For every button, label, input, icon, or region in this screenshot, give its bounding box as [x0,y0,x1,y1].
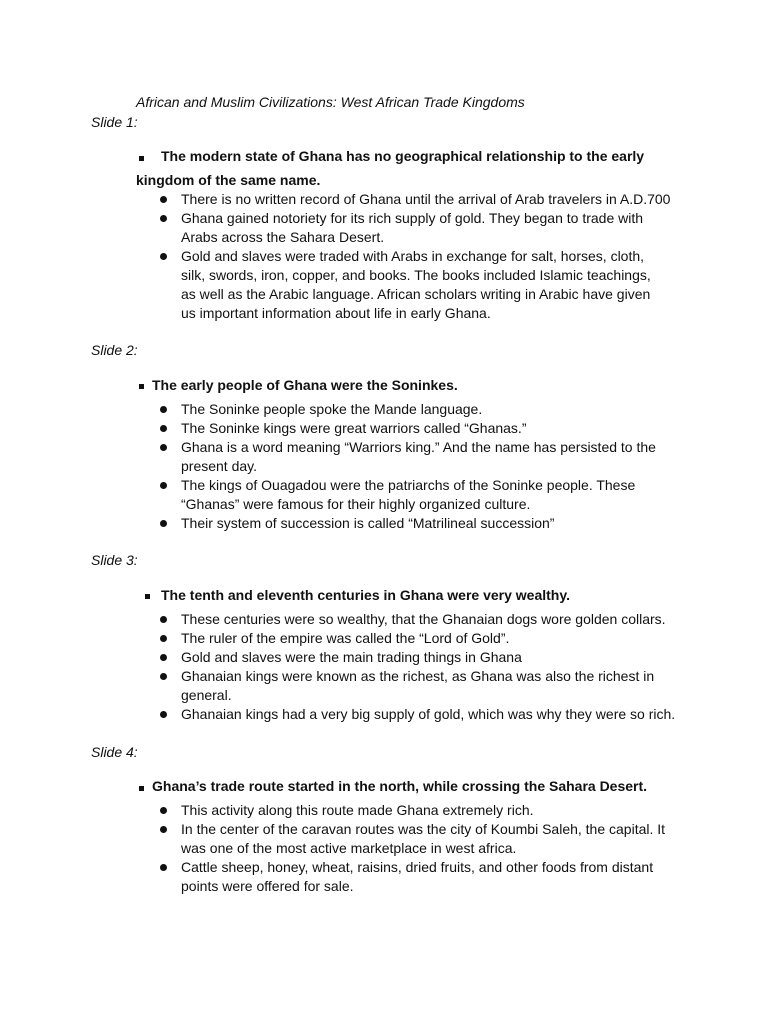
slide-3-heading: The tenth and eleventh centuries in Ghana were very wealthy. [161,587,570,603]
bullet-dot-icon [160,196,167,203]
list-item: There is no written record of Ghana until the arrival of Arab travelers in A.D.700 [160,190,680,209]
bullet-dot-icon [160,253,167,260]
bullet-dot-icon [160,520,167,527]
bullet-dot-icon [160,711,167,718]
list-item: The kings of Ouagadou were the patriarchs of the Soninke people. These “Ghanas” were famous for their highly organized culture. [160,476,651,514]
square-bullet-icon [139,786,144,791]
list-item: Their system of succession is called “Matrilineal succession” [160,514,680,533]
slide-1-heading-line1: The modern state of Ghana has no geographical relationship to the early [161,148,645,164]
bullet-dot-icon [160,826,167,833]
bullet-dot-icon [160,444,167,451]
slide-1-label: Slide 1: [91,114,138,130]
slide-4-heading: Ghana’s trade route started in the north, while crossing the Sahara Desert. [152,778,648,794]
bullet-dot-icon [160,635,167,642]
slide-4-bullet-list [160,801,680,896]
list-item: The Soninke kings were great warriors called “Ghanas.” [160,419,680,438]
square-bullet-icon [139,384,144,389]
list-item: This activity along this route made Ghana extremely rich. [160,801,680,820]
bullet-dot-icon [160,673,167,680]
list-item: Cattle sheep, honey, wheat, raisins, dried fruits, and other foods from distant points were offered for sale. [160,858,681,896]
bullet-dot-icon [160,616,167,623]
bullet-dot-icon [160,425,167,432]
slide-2-bullet-list [160,400,680,533]
bullet-dot-icon [160,406,167,413]
slide-1-bullet-list [160,190,680,323]
list-item: The Soninke people spoke the Mande language. [160,400,680,419]
bullet-dot-icon [160,215,167,222]
bullet-dot-icon [160,482,167,489]
slide-2-heading: The early people of Ghana were the Soninkes. [152,377,458,393]
document-title: African and Muslim Civilizations: West African Trade Kingdoms [136,94,525,110]
list-item: The ruler of the empire was called the “Lord of Gold”. [160,629,680,648]
slide-3-label: Slide 3: [91,552,138,568]
slide-2-label: Slide 2: [91,342,138,358]
list-item: Ghanaian kings had a very big supply of gold, which was why they were so rich. [160,705,680,724]
list-item: Ghana is a word meaning “Warriors king.” And the name has persisted to the present day. [160,438,681,476]
list-item: These centuries were so wealthy, that the Ghanaian dogs wore golden collars. [160,610,680,629]
square-bullet-icon [139,156,144,161]
slide-1-heading-line2: kingdom of the same name. [136,172,321,188]
list-item: Gold and slaves were traded with Arabs in exchange for salt, horses, cloth, silk, swords, iron, copper, and books. The books included Islamic teachings, as well as the Arabic language. African scholars writing in Arabic have given us important information about life in early Ghana. [160,247,661,323]
square-bullet-icon [145,594,150,599]
list-item: Ghanaian kings were known as the richest, as Ghana was also the richest in general. [160,667,681,705]
list-item: Gold and slaves were the main trading things in Ghana [160,648,680,667]
slide-3-bullet-list [160,610,680,724]
bullet-dot-icon [160,807,167,814]
bullet-dot-icon [160,654,167,661]
list-item: In the center of the caravan routes was the city of Koumbi Saleh, the capital. It was one of the most active marketplace in west africa. [160,820,681,858]
bullet-dot-icon [160,864,167,871]
slide-4-label: Slide 4: [91,744,138,760]
list-item: Ghana gained notoriety for its rich supply of gold. They began to trade with Arabs across the Sahara Desert. [160,209,671,247]
